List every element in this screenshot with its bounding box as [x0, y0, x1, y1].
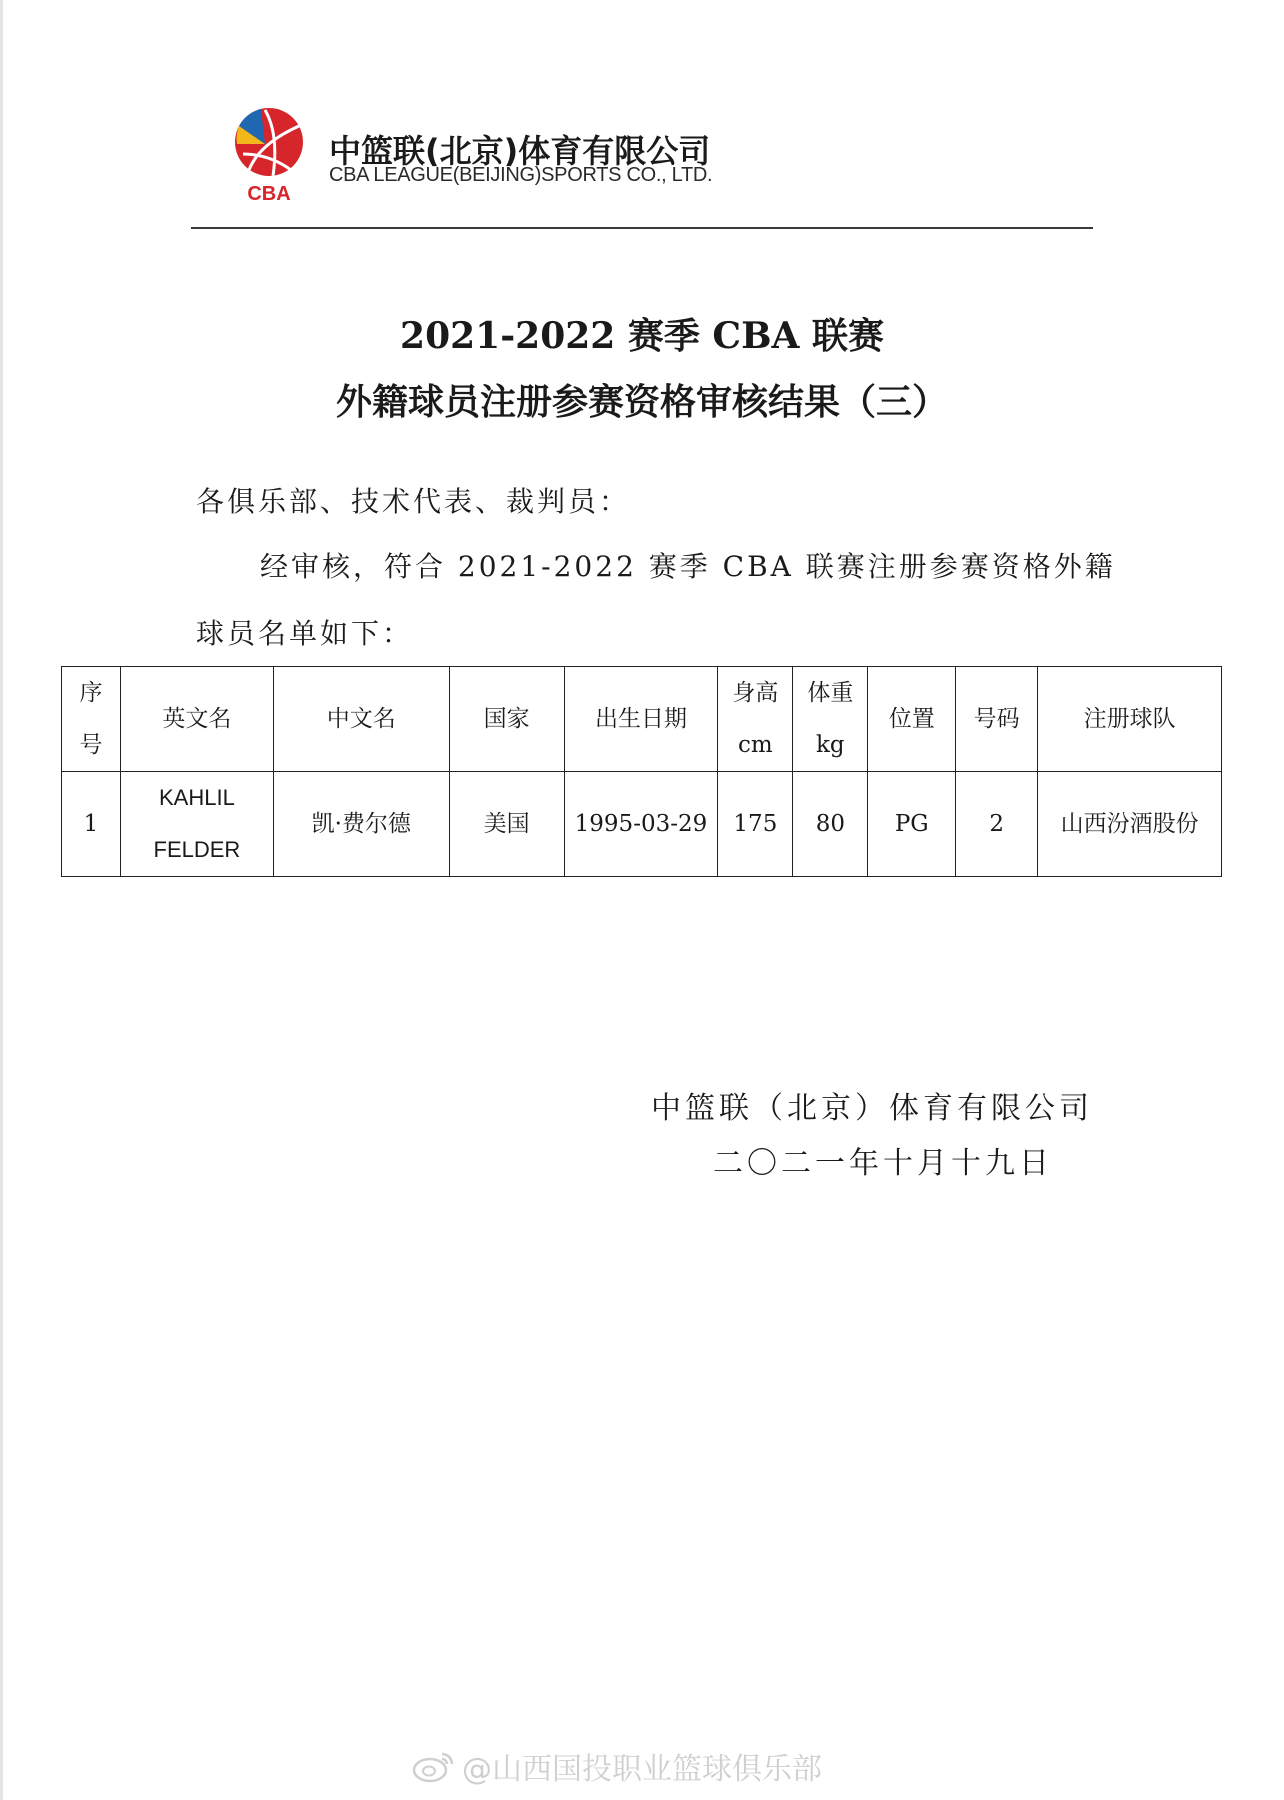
body-paragraph-line-1: 经审核，符合 2021-2022 赛季 CBA 联赛注册参赛资格外籍	[260, 550, 1116, 583]
header-position: 位置	[868, 667, 956, 772]
cell-seq: 1	[62, 772, 121, 877]
cell-height: 175	[718, 772, 793, 877]
cell-position: PG	[868, 772, 956, 877]
cell-birth: 1995-03-29	[564, 772, 718, 877]
company-name-en: CBA LEAGUE(BEIJING)SPORTS CO., LTD.	[329, 164, 713, 186]
cell-country: 美国	[449, 772, 564, 877]
document-title: 2021-2022 赛季 CBA 联赛	[400, 315, 884, 357]
header-country: 国家	[449, 667, 564, 772]
cba-logo	[229, 104, 309, 204]
cell-weight: 80	[793, 772, 868, 877]
header-cn-name: 中文名	[273, 667, 449, 772]
watermark	[412, 1746, 822, 1786]
table-header-row	[62, 667, 1222, 772]
logo-text: CBA	[247, 183, 291, 204]
cell-team: 山西汾酒股份	[1038, 772, 1222, 877]
header-seq: 序 号	[62, 667, 121, 772]
table-row	[62, 772, 1222, 877]
header-en-name: 英文名	[120, 667, 273, 772]
body-paragraph-line-2: 球员名单如下：	[196, 617, 414, 650]
company-name-cn: 中篮联(北京)体育有限公司	[329, 132, 711, 170]
weibo-icon	[412, 1748, 456, 1784]
cell-number: 2	[956, 772, 1038, 877]
document-subtitle: 外籍球员注册参赛资格审核结果（三）	[335, 381, 948, 423]
cell-en-name: KAHLIL FELDER	[120, 772, 273, 877]
cell-cn-name: 凯·费尔德	[273, 772, 449, 877]
signature-organization: 中篮联（北京）体育有限公司	[651, 1091, 1093, 1126]
header-birth: 出生日期	[564, 667, 718, 772]
header-number: 号码	[956, 667, 1038, 772]
salutation: 各俱乐部、技术代表、裁判员：	[196, 485, 631, 518]
header-height: 身高 cm	[718, 667, 793, 772]
letterhead-divider	[191, 227, 1093, 229]
page-edge	[0, 0, 3, 1800]
player-table	[61, 666, 1222, 877]
watermark-text: @山西国投职业篮球俱乐部	[462, 1752, 822, 1787]
header-weight: 体重 kg	[793, 667, 868, 772]
header-team: 注册球队	[1038, 667, 1222, 772]
signature-date: 二〇二一年十月十九日	[713, 1146, 1053, 1181]
